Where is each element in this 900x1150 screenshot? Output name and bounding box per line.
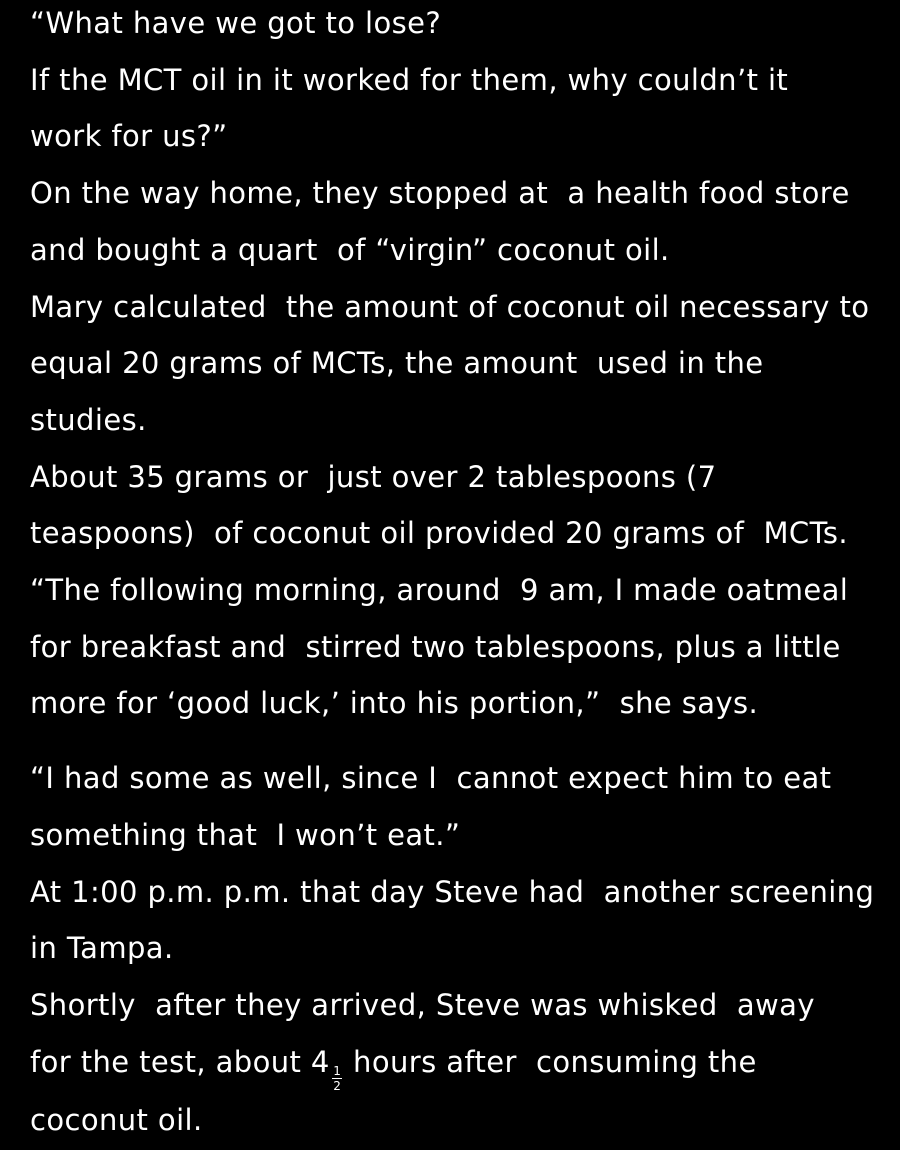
- paragraph: [30, 977, 870, 1148]
- paragraph: [30, 562, 870, 732]
- text-line: At 1:00 p.m. p.m. that day Steve had another screening: [30, 874, 875, 909]
- paragraph: [30, 0, 870, 52]
- text-line: work for us?”: [30, 119, 228, 154]
- text-line: Mary calculated the amount of coconut oil necessary to: [30, 289, 870, 324]
- text-line: for breakfast and stirred two tablespoons, plus a little: [30, 629, 841, 664]
- text-block: [30, 0, 875, 1148]
- text-line: Shortly after they arrived, Steve was whisked away: [30, 987, 815, 1022]
- paragraph: [30, 279, 870, 449]
- text-line: in Tampa.: [30, 931, 174, 966]
- text-line: “What have we got to lose?: [30, 6, 442, 40]
- stacked-fraction: $\frac{1}{2}$: [333, 1063, 341, 1093]
- text-line: If the MCT oil in it worked for them, why couldn’t it: [30, 62, 789, 97]
- paragraph: [30, 449, 870, 562]
- text-line: for the test, about 4 $\frac{1}{2}$ hours after consuming the: [30, 1044, 757, 1093]
- text-line: “I had some as well, since I cannot expect him to eat: [30, 761, 832, 796]
- paragraph: [30, 750, 870, 863]
- text-line: more for ‘good luck,’ into his portion,” she says.: [30, 686, 759, 721]
- text-line: teaspoons) of coconut oil provided 20 grams of MCTs.: [30, 516, 849, 551]
- text-line: “The following morning, around 9 am, I made oatmeal: [30, 573, 849, 608]
- text-line: something that I won’t eat.”: [30, 817, 461, 852]
- paragraph: [30, 165, 870, 278]
- text-line: equal 20 grams of MCTs, the amount used in the: [30, 346, 764, 381]
- text-line: On the way home, they stopped at a health food store: [30, 176, 850, 211]
- text-line: coconut oil.: [30, 1102, 203, 1137]
- text-line: studies.: [30, 402, 147, 437]
- text-line: and bought a quart of “virgin” coconut oil.: [30, 232, 670, 267]
- paragraph: [30, 864, 875, 977]
- text-line: About 35 grams or just over 2 tablespoons (7: [30, 459, 717, 494]
- paragraph: [30, 52, 870, 165]
